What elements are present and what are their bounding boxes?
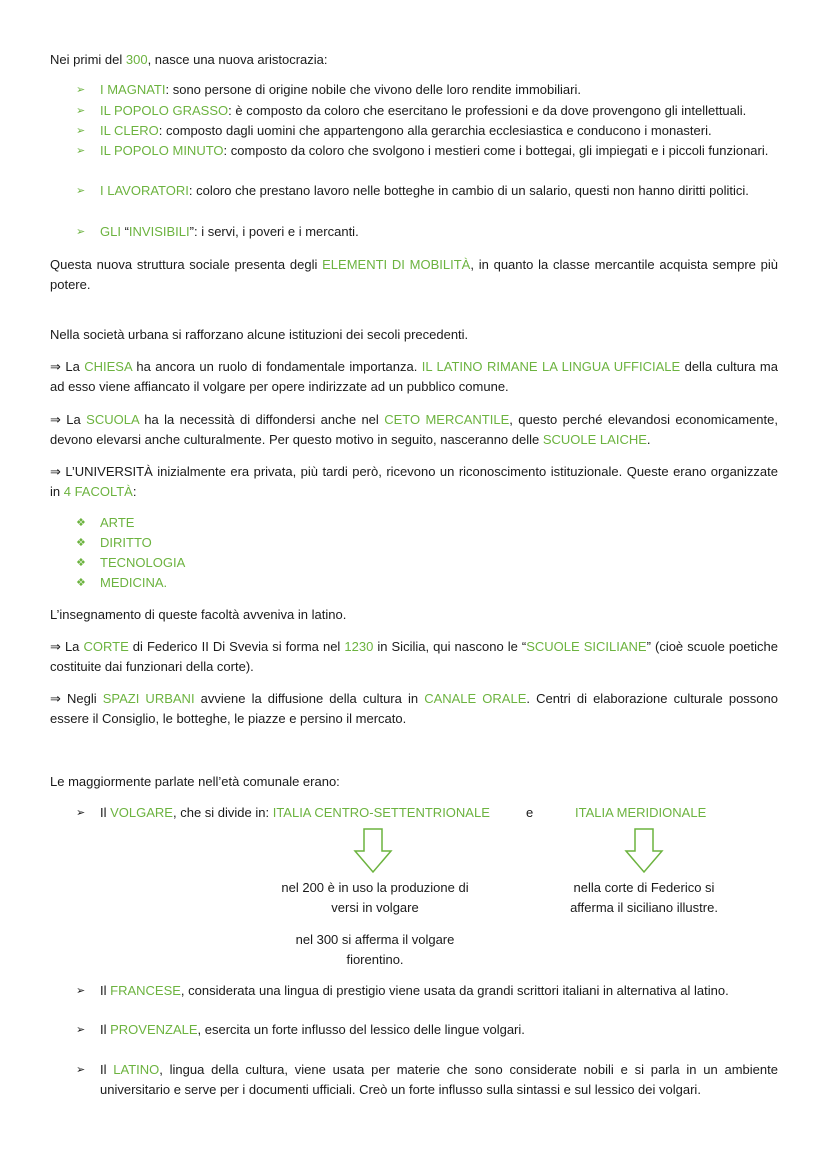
implies-arrow-icon: ⇒ (50, 691, 61, 706)
teaching-line: L’insegnamento di queste facoltà avveniva in latino. (50, 607, 347, 622)
language-item-provenzale: Il PROVENZALE, esercita un forte influsso del lessico delle lingue volgari. (100, 1022, 525, 1037)
implies-arrow-icon: ⇒ (50, 639, 61, 654)
universita-paragraph: ⇒ L’UNIVERSITÀ inizialmente era privata, più tardi però, ricevono un riconoscimento istituzionale. Queste erano organizzate in 4 FACOLTÀ: (50, 464, 778, 499)
arrowhead-bullet-icon: ➢ (76, 105, 86, 117)
south-note: nella corte di Federico si afferma il siciliano illustre. (570, 880, 718, 915)
arrowhead-bullet-icon: ➢ (76, 145, 86, 157)
arrowhead-bullet-icon: ➢ (76, 84, 86, 96)
urban-intro: Nella società urbana si rafforzano alcune istituzioni dei secoli precedenti. (50, 327, 469, 342)
volgare-conjunction: e (526, 805, 534, 820)
scuola-paragraph: ⇒ La SCUOLA ha la necessità di diffondersi anche nel CETO MERCANTILE, questo perché elevandosi economicamente, devono elevarsi anche culturalmente. Per questo motivo in seguito, nasceranno delle SCUOLE LAICHE. (50, 412, 778, 447)
spazi-paragraph: ⇒ Negli SPAZI URBANI avviene la diffusione della cultura in CANALE ORALE. Centri di elaborazione culturale possono essere il Consiglio, le botteghe, le piazze e persino il mercato. (50, 691, 778, 726)
four-diamond-bullet-icon: ❖ (76, 577, 86, 589)
class-item: IL CLERO: composto dagli uomini che appartengono alla gerarchia ecclesiastica e conducono i monasteri. (100, 123, 712, 138)
arrowhead-bullet-icon: ➢ (76, 226, 86, 238)
southern-italy-label: ITALIA MERIDIONALE (575, 805, 707, 820)
faculty-item: MEDICINA. (100, 575, 168, 590)
implies-arrow-icon: ⇒ (50, 412, 61, 427)
volgare-line: Il VOLGARE, che si divide in: ITALIA CENTRO-SETTENTRIONALE (100, 805, 490, 820)
year-highlight: 300 (125, 52, 148, 67)
class-item: I LAVORATORI: coloro che prestano lavoro nelle botteghe in cambio di un salario, questi non hanno diritti politici. (100, 183, 749, 198)
intro-line: Nei primi del 300, nasce una nuova aristocrazia: (50, 52, 328, 67)
arrowhead-bullet-icon: ➢ (76, 125, 86, 137)
arrowhead-bullet-icon: ➢ (76, 185, 86, 197)
four-diamond-bullet-icon: ❖ (76, 537, 86, 549)
outline-down-arrow-icon (353, 828, 393, 874)
arrowhead-bullet-icon: ➢ (76, 807, 86, 819)
four-diamond-bullet-icon: ❖ (76, 517, 86, 529)
class-item: GLI “INVISIBILI”: i servi, i poveri e i mercanti. (100, 224, 359, 239)
corte-paragraph: ⇒ La CORTE di Federico II Di Svevia si forma nel 1230 in Sicilia, qui nascono le “SCUOLE SICILIANE” (cioè scuole poetiche costituite dai funzionari della corte). (50, 639, 778, 674)
faculty-item: TECNOLOGIA (100, 555, 186, 570)
implies-arrow-icon: ⇒ (50, 359, 61, 374)
class-item: IL POPOLO MINUTO: composto da coloro che svolgono i mestieri come i bottegai, gli impiegati e i piccoli funzionari. (100, 143, 769, 158)
four-diamond-bullet-icon: ❖ (76, 557, 86, 569)
language-item-francese: Il FRANCESE, considerata una lingua di prestigio viene usata da grandi scrittori italiani in alternativa al latino. (100, 983, 729, 998)
chiesa-paragraph: ⇒ La CHIESA ha ancora un ruolo di fondamentale importanza. IL LATINO RIMANE LA LINGUA UFFICIALE della cultura ma ad esso viene affiancato il volgare per opere indirizzate ad un pubblico comune. (50, 359, 778, 394)
class-item: IL POPOLO GRASSO: è composto da coloro che esercitano le professioni e da dove provengono gli intellettuali. (100, 103, 747, 118)
north-note-300: nel 300 si afferma il volgare fiorentino. (295, 932, 455, 967)
north-note-200: nel 200 è in uso la produzione di versi in volgare (281, 880, 469, 915)
arrowhead-bullet-icon: ➢ (76, 985, 86, 997)
class-item: I MAGNATI: sono persone di origine nobile che vivono delle loro rendite immobiliari. (100, 82, 581, 97)
arrowhead-bullet-icon: ➢ (76, 1024, 86, 1036)
language-item-latino: Il LATINO, lingua della cultura, viene usata per materie che sono considerate nobili e si parla in un ambiente universitario e serve per i documenti ufficiali. Creò un forte influsso sulla sintassi e sul lessico dei volgari. (100, 1062, 778, 1097)
languages-intro: Le maggiormente parlate nell’età comunale erano: (50, 774, 340, 789)
faculty-item: ARTE (100, 515, 135, 530)
faculty-item: DIRITTO (100, 535, 152, 550)
mobility-paragraph: Questa nuova struttura sociale presenta degli ELEMENTI DI MOBILITÀ, in quanto la classe mercantile acquista sempre più potere. (50, 257, 778, 292)
implies-arrow-icon: ⇒ (50, 464, 61, 479)
arrowhead-bullet-icon: ➢ (76, 1064, 86, 1076)
outline-down-arrow-icon (624, 828, 664, 874)
